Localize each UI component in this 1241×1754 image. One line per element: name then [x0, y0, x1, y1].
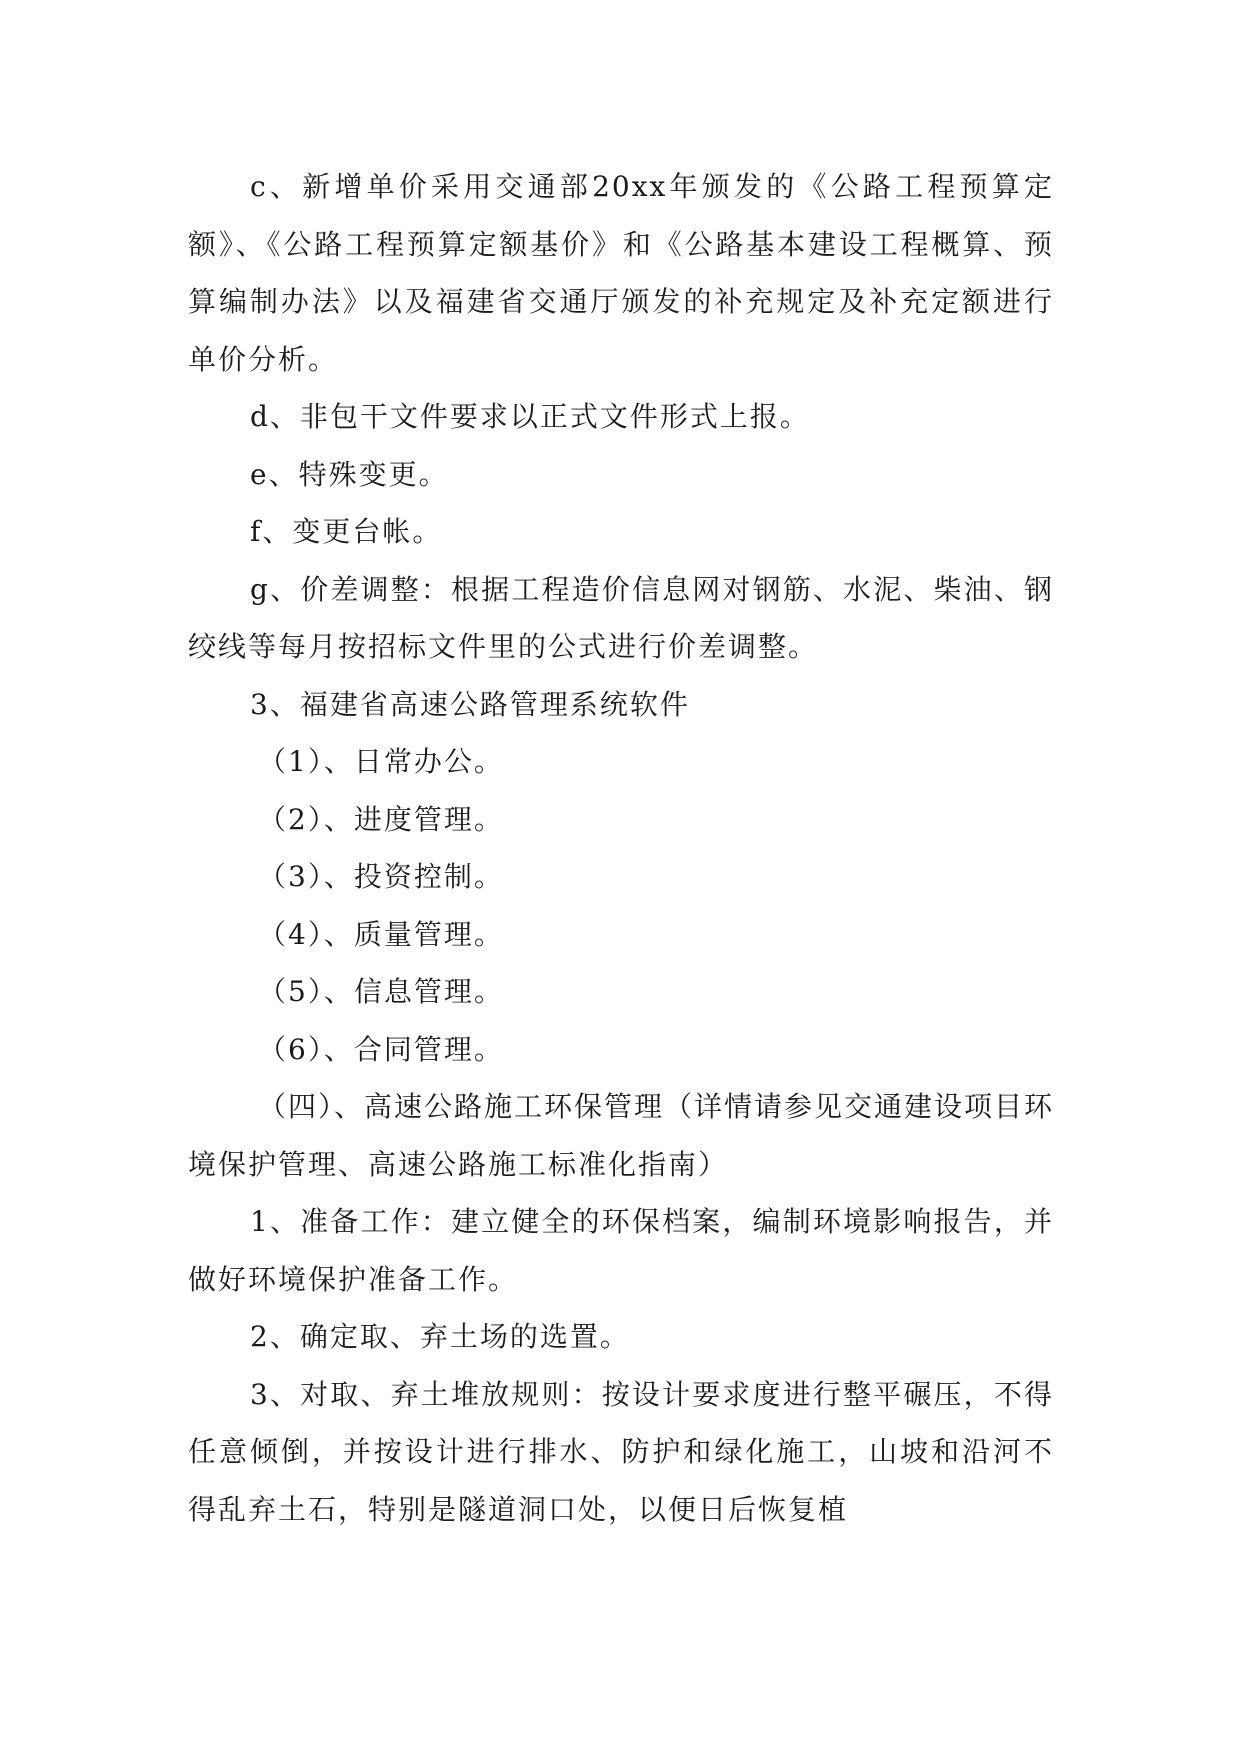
list-item-5: （5）、信息管理。: [258, 975, 504, 1008]
list-item-3: （3）、投资控制。: [258, 860, 504, 893]
list-item-2: （2）、进度管理。: [258, 802, 504, 836]
paragraph-item-f: f、变更台帐。: [250, 515, 443, 548]
list-item-4: （4）、质量管理。: [258, 917, 504, 951]
paragraph-stacking-rules: 3、对取、弃土堆放规则：按设计要求度进行整平碾压，不得任意倾倒，并按设计进行排水、防护和绿化施工，山坡和沿河不得乱弃土石，特别是隧道洞口处，以便日后恢复植: [188, 1377, 1054, 1526]
section-heading-4: （四）、高速公路施工环保管理（详情请参见交通建设项目环境保护管理、高速公路施工标准化指南）: [188, 1090, 1055, 1181]
paragraph-site-selection: 2、确定取、弃土场的选置。: [250, 1320, 630, 1353]
list-item-1: （1）、日常办公。: [258, 745, 504, 778]
document-body: [188, 158, 1054, 1538]
paragraph-item-c: c、新增单价采用交通部20xx年颁发的《公路工程预算定额》、《公路工程预算定额基价》和《公路基本建设工程概算、预算编制办法》以及福建省交通厅颁发的补充规定及补充定额进行单价分析。: [188, 170, 1054, 376]
list-item-6: （6）、合同管理。: [258, 1032, 504, 1066]
section-heading-3: 3、福建省高速公路管理系统软件: [250, 687, 690, 721]
paragraph-item-d: d、非包干文件要求以正式文件形式上报。: [250, 400, 810, 433]
paragraph-item-e: e、特殊变更。: [250, 457, 449, 491]
paragraph-prep-work: 1、准备工作：建立健全的环保档案，编制环境影响报告，并做好环境保护准备工作。: [188, 1205, 1054, 1296]
paragraph-item-g: g、价差调整：根据工程造价信息网对钢筋、水泥、柴油、钢绞线等每月按招标文件里的公式进行价差调整。: [188, 572, 1054, 663]
